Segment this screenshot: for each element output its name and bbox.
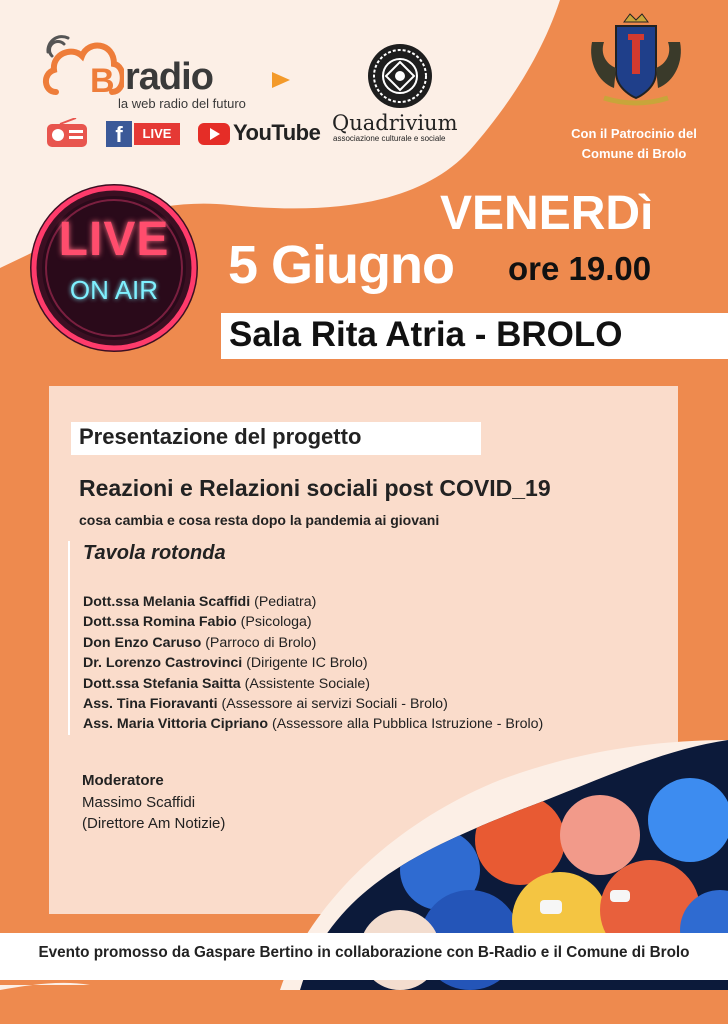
speaker-item xyxy=(83,633,543,653)
section-title: Tavola rotonda xyxy=(83,542,226,564)
speaker-name: Dr. Lorenzo Castrovinci xyxy=(83,655,243,672)
bradio-tagline: la web radio del futuro xyxy=(118,96,246,111)
play-arrow-icon xyxy=(270,70,292,90)
patrocinio-text xyxy=(566,124,702,164)
speaker-name: Ass. Tina Fioravanti xyxy=(83,696,218,713)
section-divider xyxy=(68,541,70,735)
speaker-list xyxy=(83,592,543,735)
speaker-role: (Psicologa) xyxy=(240,614,312,631)
event-date: 5 Giugno xyxy=(228,235,454,295)
live-neon-text: LIVE xyxy=(58,213,170,266)
comune-coat-of-arms-icon xyxy=(584,12,688,112)
speaker-name: Dott.ssa Melania Scaffidi xyxy=(83,594,251,610)
facebook-live-badge[interactable]: LIVE xyxy=(134,123,180,145)
speaker-name: Dott.ssa Romina Fabio xyxy=(83,614,237,631)
patrocinio-line-1: Con il Patrocinio del xyxy=(571,126,697,141)
speaker-role: (Parroco di Brolo) xyxy=(205,634,317,651)
speaker-name: Dott.ssa Stefania Saitta xyxy=(83,675,241,692)
speaker-item xyxy=(83,592,543,612)
speaker-role: (Dirigente IC Brolo) xyxy=(246,655,368,672)
quadrivium-subtitle: associazione culturale e sociale xyxy=(333,134,446,143)
moderator-role: (Direttore Am Notizie) xyxy=(82,815,226,832)
speaker-role: (Assessore ai servizi Sociali - Brolo) xyxy=(221,696,448,713)
live-on-air-badge-icon xyxy=(28,182,200,354)
speaker-item xyxy=(83,694,543,714)
moderator-heading: Moderatore xyxy=(82,772,164,789)
speaker-item xyxy=(83,653,543,673)
speaker-role: (Assistente Sociale) xyxy=(244,675,371,692)
moderator-name: Massimo Scaffidi xyxy=(82,794,196,811)
speaker-role: (Pediatra) xyxy=(254,594,317,610)
quadrivium-emblem-icon xyxy=(366,42,434,110)
patrocinio-line-2: Comune di Brolo xyxy=(581,146,687,161)
card-heading: Presentazione del progetto xyxy=(79,424,362,449)
footer-text: Evento promosso da Gaspare Bertino in collaborazione con B-Radio e il Comune di Brolo xyxy=(38,944,690,961)
project-subtitle: cosa cambia e cosa resta dopo la pandemia ai giovani xyxy=(79,512,440,528)
quadrivium-name: Quadrivium xyxy=(332,111,458,135)
bradio-wordmark: radio xyxy=(125,56,213,98)
speaker-item xyxy=(83,714,543,734)
speaker-role: (Assessore alla Pubblica Istruzione - Brolo) xyxy=(271,716,544,733)
speaker-name: Ass. Maria Vittoria Cipriano xyxy=(83,716,269,733)
project-title: Reazioni e Relazioni sociali post COVID_19 xyxy=(79,475,551,501)
bradio-b-letter: B xyxy=(90,62,115,100)
youtube-icon[interactable] xyxy=(198,123,230,145)
speaker-item xyxy=(83,674,543,694)
speaker-item xyxy=(83,612,543,632)
speaker-name: Don Enzo Caruso xyxy=(83,634,202,651)
event-time: ore 19.00 xyxy=(508,250,652,287)
radio-icon[interactable] xyxy=(46,118,88,148)
event-day: VENERDì xyxy=(440,187,654,240)
on-air-neon-text: ON AIR xyxy=(69,275,159,305)
event-venue: Sala Rita Atria - BROLO xyxy=(229,315,623,354)
youtube-label[interactable]: YouTube xyxy=(233,120,321,145)
facebook-icon[interactable]: f xyxy=(106,121,132,147)
